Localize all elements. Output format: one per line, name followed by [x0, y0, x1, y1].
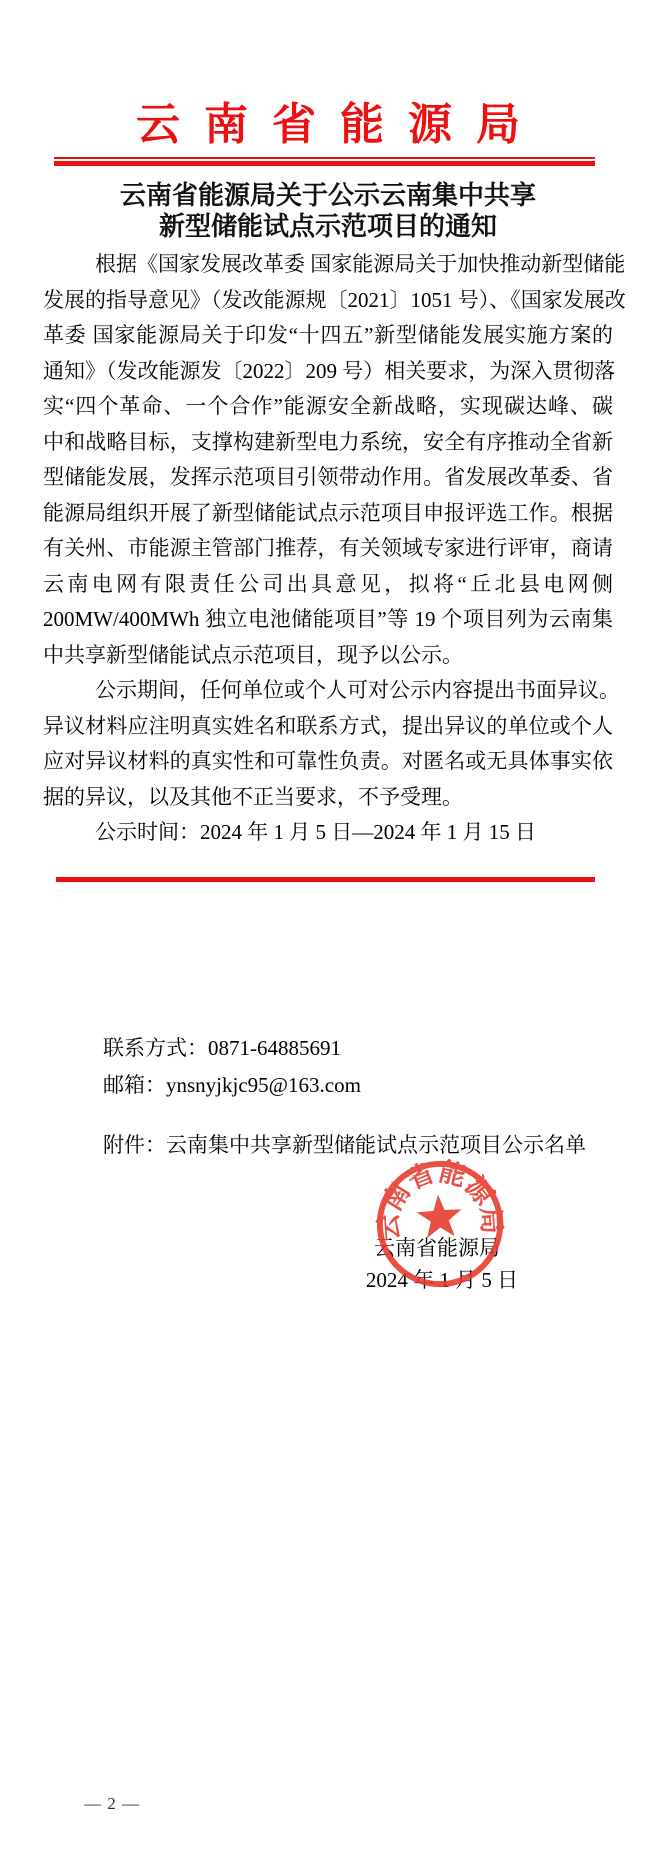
contact-block [43, 1030, 613, 1104]
seal-arc-text: 云南省能源局 [372, 1156, 508, 1243]
footer-page-number: — 2 — [84, 1794, 140, 1813]
body-line: 型储能发展，发挥示范项目引领带动作用。省发展改革委、省 [43, 465, 613, 489]
body-line: 能源局组织开展了新型储能试点示范项目申报评选工作。根据 [43, 500, 613, 525]
body-line: 应对异议材料的真实性和可靠性负责。对匿名或无具体事实依 [43, 749, 613, 773]
body-line: 公示期间，任何单位或个人可对公示内容提出书面异议。 [95, 678, 620, 702]
contact-email: 邮箱：ynsnyjkjc95@163.com [103, 1073, 361, 1097]
body-line: 中共享新型储能试点示范项目，现予以公示。 [43, 642, 463, 667]
document-title-line1: 云南省能源局关于公示云南集中共享 [119, 181, 536, 210]
body-line: 据的异议，以及其他不正当要求，不予受理。 [43, 784, 463, 809]
contact-phone: 联系方式：0871-64885691 [103, 1036, 341, 1060]
seal-star-icon [416, 1193, 464, 1239]
body-line: 发展的指导意见》（发改能源规〔2021〕1051 号）、《国家发展改 [43, 287, 626, 312]
body-line: 200MW/400MWh 独立电池储能项目”等 19 个项目列为云南集 [43, 607, 613, 631]
body-line: 实“四个革命、一个合作”能源安全新战略，实现碳达峰、碳 [43, 394, 613, 418]
attachment-line: 附件：云南集中共享新型储能试点示范项目公示名单 [103, 1133, 586, 1157]
body-line: 云南电网有限责任公司出具意见，拟将“丘北县电网侧 [43, 571, 613, 596]
signature-date: 2024 年 1 月 5 日 [365, 1268, 519, 1292]
body-line: 根据《国家发展改革委 国家能源局关于加快推动新型储能 [95, 252, 626, 276]
document-body [43, 247, 626, 851]
letterhead-agency-title: 云南省能源局 [136, 100, 544, 149]
body-line: 中和战略目标，支撑构建新型电力系统，安全有序推动全省新 [43, 429, 613, 454]
document-title-line2: 新型储能试点示范项目的通知 [158, 212, 497, 241]
document-title [43, 180, 613, 242]
official-seal [366, 1150, 513, 1297]
body-line: 有关州、市能源主管部门推荐，有关领域专家进行评审，商请 [43, 536, 613, 560]
signature-agency: 云南省能源局 [374, 1236, 500, 1260]
body-line: 公示时间：2024 年 1 月 5 日—2024 年 1 月 15 日 [95, 820, 536, 844]
body-line: 革委 国家能源局关于印发“十四五”新型储能发展实施方案的 [43, 323, 613, 347]
closing-rule [56, 877, 595, 882]
body-line: 异议材料应注明真实姓名和联系方式，提出异议的单位或个人 [43, 713, 613, 738]
letterhead-rule [54, 157, 595, 166]
body-line: 通知》（发改能源发〔2022〕209 号）相关要求，为深入贯彻落 [43, 358, 616, 383]
